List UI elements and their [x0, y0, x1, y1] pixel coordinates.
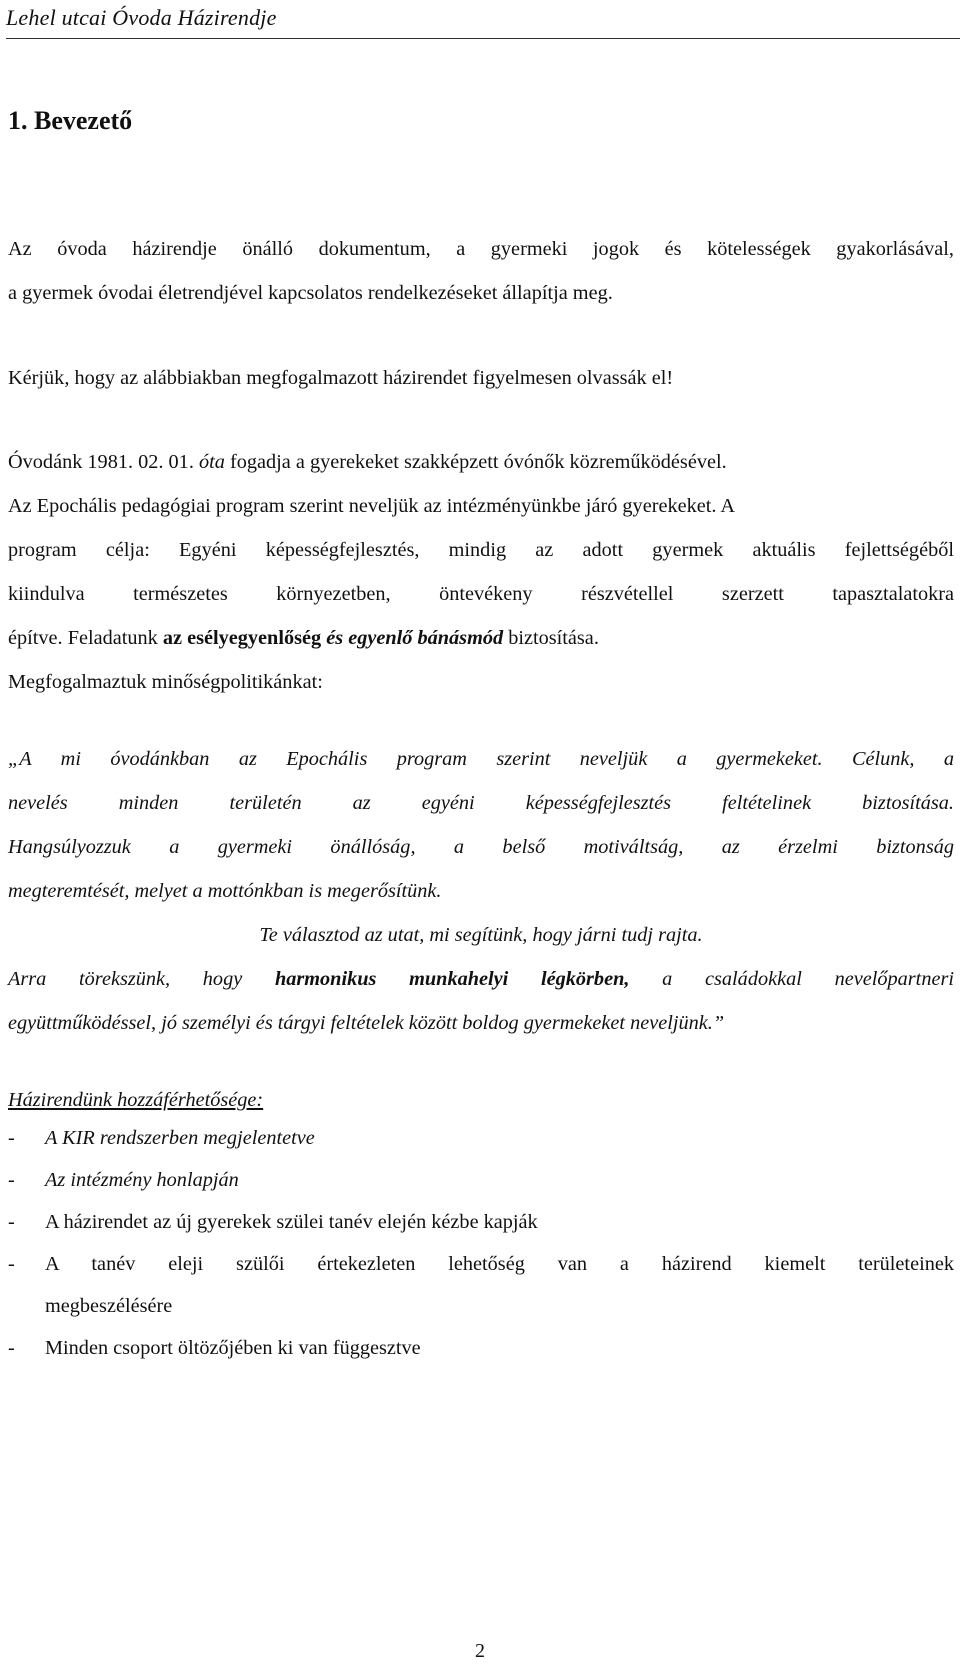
list-item-text: Minden csoport öltözőjében ki van függesztve — [45, 1337, 421, 1359]
availability-title: Házirendünk hozzáférhetősége: — [8, 1089, 264, 1111]
history-line-2: Az Epochális pedagógiai program szerint neveljük az intézményünkbe járó gyerekeket. A — [8, 495, 736, 517]
header-title: Lehel utcai Óvoda Házirendje — [6, 5, 277, 30]
history-line-1 — [8, 440, 727, 484]
equal-treatment-text: és egyenlő bánásmód — [326, 627, 504, 649]
page-header — [6, 0, 960, 39]
intro-line-2: a gyermek óvodai életrendjével kapcsolatos rendelkezéseket állapítja meg. — [8, 282, 613, 304]
quote-line-4: megteremtését, melyet a mottónkban is megerősítünk. — [8, 880, 442, 902]
list-item-text: A KIR rendszerben megjelentetve — [45, 1127, 315, 1149]
intro-line-1: Az óvoda házirendje önálló dokumentum, a gyermeki jogok és kötelességek gyakorlásával, — [8, 238, 954, 260]
history-line-5-end: biztosítása. — [508, 627, 599, 649]
list-item-text: A házirendet az új gyerekek szülei tanév elején kézbe kapják — [45, 1211, 538, 1233]
history-line-3: program célja: Egyéni képességfejlesztés, mindig az adott gyermek aktuális fejlettségéből — [8, 539, 954, 561]
page-number: 2 — [475, 1640, 485, 1662]
founding-date: Óvodánk 1981. 02. 01. — [8, 451, 194, 473]
quote-line-2: nevelés minden területén az egyéni képességfejlesztés feltételinek biztosítása. — [8, 792, 954, 814]
quote-line-5-start: Arra törekszünk, hogy — [8, 968, 243, 990]
list-bullet: - — [8, 1127, 15, 1149]
list-bullet: - — [8, 1169, 15, 1191]
harmonious-workplace-text: harmonikus munkahelyi légkörben, — [274, 968, 630, 990]
history-line-5-start: építve. Feladatunk — [8, 627, 158, 649]
quote-line-1: „A mi óvodánkban az Epochális program szerint neveljük a gyermekeket. Célunk, a — [8, 748, 954, 770]
list-item-text: A tanév eleji szülői értekezleten lehetőség van a házirend kiemelt területeinek — [45, 1253, 954, 1275]
history-line-4: kiindulva természetes környezetben, öntevékeny részvétellel szerzett tapasztalatokra — [8, 583, 954, 605]
quote-line-5-end: a családokkal nevelőpartneri — [662, 968, 954, 990]
equal-opportunity-text: az esélyegyenlőség — [162, 627, 322, 649]
history-line-5 — [8, 616, 599, 660]
list-bullet: - — [8, 1211, 15, 1233]
list-item-text: Az intézmény honlapján — [45, 1169, 239, 1191]
since-word: óta — [198, 451, 225, 473]
list-bullet: - — [8, 1337, 15, 1359]
history-line-1-rest: fogadja a gyerekeket szakképzett óvónők közreműködésével. — [229, 451, 727, 473]
quality-policy-intro: Megfogalmaztuk minőségpolitikánkat: — [8, 671, 323, 693]
list-item-text: megbeszélésére — [45, 1295, 173, 1317]
section-heading: 1. Bevezető — [8, 106, 133, 135]
quote-line-3: Hangsúlyozzuk a gyermeki önállóság, a belső motiváltság, az érzelmi biztonság — [8, 836, 954, 858]
request-text: Kérjük, hogy az alábbiakban megfogalmazott házirendet figyelmesen olvassák el! — [8, 367, 674, 389]
motto: Te választod az utat, mi segítünk, hogy járni tudj rajta. — [259, 924, 703, 946]
quote-line-5 — [8, 957, 954, 1001]
list-bullet: - — [8, 1253, 15, 1275]
quote-line-6: együttműködéssel, jó személyi és tárgyi feltételek között boldog gyermekeket neveljünk.” — [8, 1012, 725, 1034]
